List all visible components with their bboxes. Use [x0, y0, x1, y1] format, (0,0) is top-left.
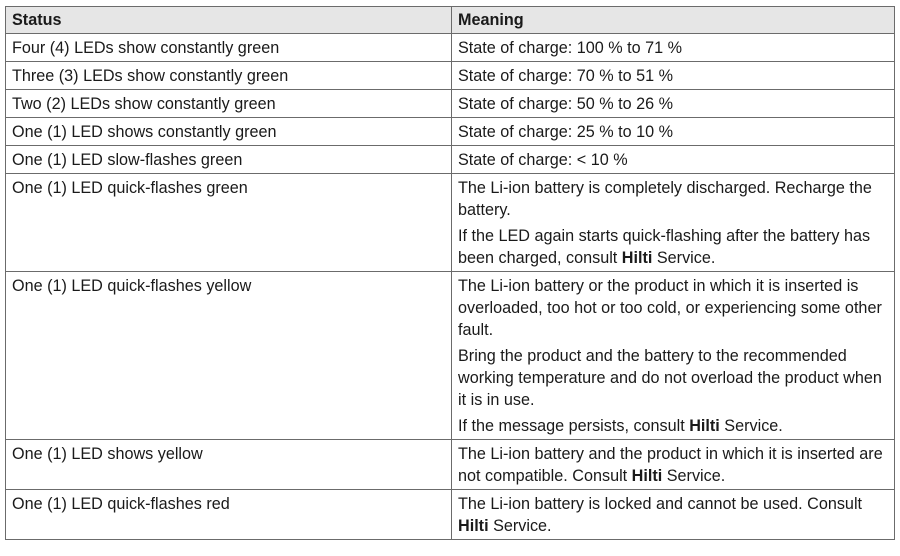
table-row — [6, 90, 895, 118]
table-row — [6, 62, 895, 90]
meaning-cell — [452, 272, 895, 440]
battery-status-table — [5, 6, 895, 540]
brand-name: Hilti — [621, 249, 653, 267]
table-row — [6, 118, 895, 146]
meaning-cell — [452, 90, 895, 118]
meaning-paragraph: The Li-ion battery or the product in which it is inserted is overloaded, too hot or too cold, or experiencing some other fault. — [458, 277, 882, 339]
meaning-paragraph: If the LED again starts quick-flashing after the battery has been charged, consult Hilti Service. — [458, 227, 871, 267]
table-body — [6, 34, 895, 540]
meaning-paragraph: State of charge: 100 % to 71 % — [458, 39, 683, 57]
meaning-paragraph: State of charge: < 10 % — [458, 151, 628, 169]
meaning-cell — [452, 146, 895, 174]
meaning-paragraph: The Li-ion battery is locked and cannot be used. Consult Hilti Service. — [458, 495, 863, 535]
table-row — [6, 272, 895, 440]
status-cell: One (1) LED quick-flashes green — [6, 174, 452, 272]
status-cell: Two (2) LEDs show constantly green — [6, 90, 452, 118]
brand-name: Hilti — [631, 467, 663, 485]
meaning-cell — [452, 490, 895, 540]
meaning-paragraph: Bring the product and the battery to the recommended working temperature and do not overload the product when it is in use. — [458, 347, 882, 409]
meaning-paragraph: State of charge: 70 % to 51 % — [458, 67, 674, 85]
table-header-row — [6, 7, 895, 34]
status-cell: One (1) LED quick-flashes yellow — [6, 272, 452, 440]
column-header-status: Status — [6, 7, 452, 34]
meaning-cell — [452, 62, 895, 90]
meaning-cell — [452, 118, 895, 146]
battery-status-table-container — [5, 6, 894, 540]
status-cell: Three (3) LEDs show constantly green — [6, 62, 452, 90]
meaning-cell — [452, 174, 895, 272]
status-cell: One (1) LED shows constantly green — [6, 118, 452, 146]
table-row — [6, 174, 895, 272]
meaning-cell — [452, 34, 895, 62]
status-cell: One (1) LED quick-flashes red — [6, 490, 452, 540]
meaning-paragraph: State of charge: 50 % to 26 % — [458, 95, 674, 113]
brand-name: Hilti — [458, 517, 489, 535]
status-cell: Four (4) LEDs show constantly green — [6, 34, 452, 62]
table-row — [6, 440, 895, 490]
table-row — [6, 34, 895, 62]
meaning-paragraph: State of charge: 25 % to 10 % — [458, 123, 674, 141]
status-cell: One (1) LED slow-flashes green — [6, 146, 452, 174]
table-row — [6, 490, 895, 540]
brand-name: Hilti — [689, 417, 720, 435]
table-row — [6, 146, 895, 174]
meaning-paragraph: If the message persists, consult Hilti Service. — [458, 417, 783, 435]
column-header-meaning: Meaning — [452, 7, 895, 34]
meaning-paragraph: The Li-ion battery and the product in which it is inserted are not compatible. Consult Hilti Service. — [458, 445, 883, 485]
meaning-cell — [452, 440, 895, 490]
status-cell: One (1) LED shows yellow — [6, 440, 452, 490]
meaning-paragraph: The Li-ion battery is completely discharged. Recharge the battery. — [458, 179, 872, 219]
